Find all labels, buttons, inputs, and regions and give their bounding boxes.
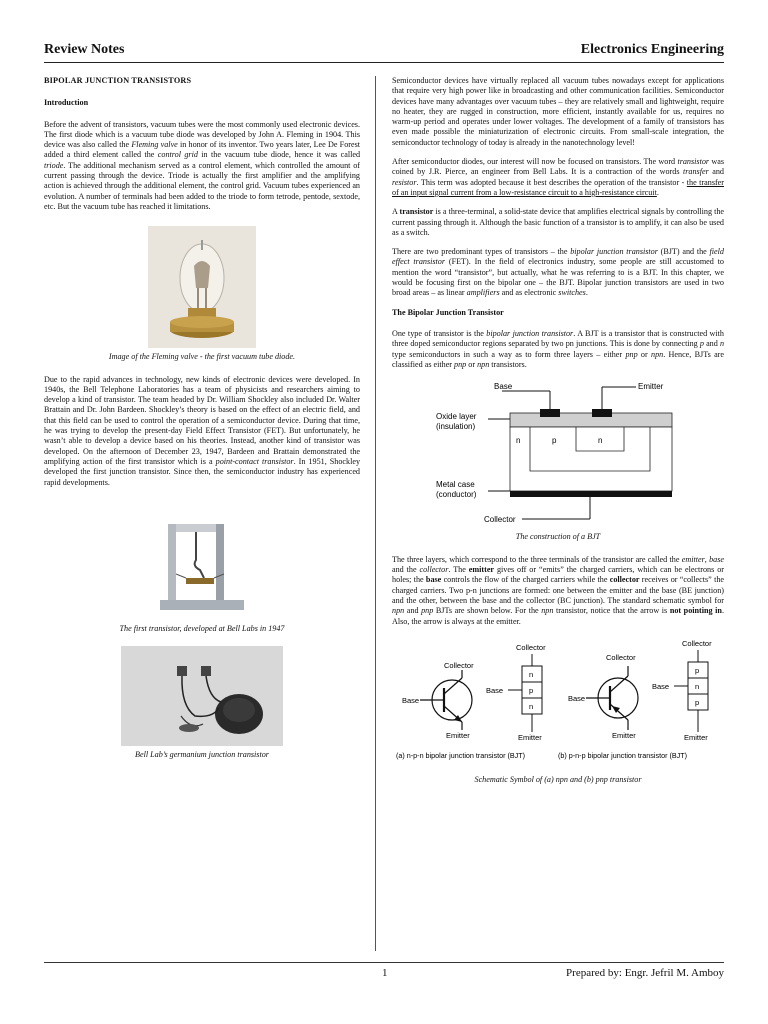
left-column — [44, 76, 360, 772]
pnp-block-p-top: p — [695, 665, 700, 675]
first-transistor-figure — [44, 500, 360, 634]
symbols-caption: Schematic Symbol of (a) npn and (b) pnp transistor — [474, 775, 642, 785]
intro-heading: Introduction — [44, 98, 89, 108]
page-number: 1 — [382, 967, 388, 979]
right-column — [392, 76, 724, 797]
first-transistor-caption: The first transistor, developed at Bell Labs in 1947 — [119, 623, 285, 633]
bjt-heading: The Bipolar Junction Transistor — [392, 307, 504, 317]
npn-block-base-label: Base — [486, 685, 504, 695]
pnp-block-collector-label: Collector — [682, 638, 712, 648]
bjt-symbols-figure — [392, 636, 724, 786]
prepared-by: Prepared by: Engr. Jefril M. Amboy — [566, 967, 724, 979]
construction-caption: The construction of a BJT — [515, 532, 601, 542]
germanium-transistor-figure — [44, 646, 360, 760]
header-left: Review Notes — [44, 42, 125, 57]
construction-p: p — [552, 436, 557, 446]
germanium-caption: Bell Lab’s germanium junction transistor — [135, 750, 269, 760]
construction-base-label: Base — [494, 382, 513, 392]
construction-collector-label: Collector — [484, 515, 516, 525]
three-layers-paragraph: The three layers, which correspond to the three terminals of the transistor are called the emitter, base and the collector. The emitter gives off or “emits” the charged carriers, which can be electrons or holes; the base controls the flow of the charged carriers while the collector receives or “collects” the charged carriers. Two p-n junctions are formed: one between the emitter and the base (BE junction) and the other, between the base and the collector (BC junction). The standard schematic symbol for npn and pnp BJTs are shown below. For the npn transistor, notice that the arrow is not pointing in. Also, the arrow is always at the emitter. — [392, 554, 724, 626]
npn-block-n-bottom: n — [529, 701, 534, 711]
pnp-base-label: Base — [568, 693, 586, 703]
metal-label-2: (conductor) — [436, 490, 477, 500]
first-transistor-image — [146, 500, 258, 620]
pnp-block-p-bottom: p — [695, 697, 700, 707]
transistor-word-paragraph: After semiconductor diodes, our interest will now be focused on transistors. The word transistor was coined by J.R. Pierce, an engineer from Bell Labs. It is a contraction of the words transfer and resistor. This term was adopted because it best describes the operation of the transistor - the transfer of an input signal current from a low-resistance circuit to a high-resistance circuit. — [392, 157, 725, 197]
npn-base-label: Base — [402, 695, 420, 705]
column-divider — [375, 76, 376, 951]
npn-block-collector-label: Collector — [516, 642, 546, 652]
header-right: Electronics Engineering — [580, 42, 724, 57]
section-title: BIPOLAR JUNCTION TRANSISTORS — [44, 76, 192, 85]
npn-emitter-label: Emitter — [446, 730, 470, 740]
npn-collector-label: Collector — [444, 660, 474, 670]
metal-label-1: Metal case — [436, 480, 475, 490]
npn-block-p: p — [529, 685, 534, 695]
semiconductor-paragraph: Semiconductor devices have virtually replaced all vacuum tubes nowadays except for applications that require very high power like in broadcasting and other communication facilities. Semiconductor devices have many advantages over vacuum tubes – they are relatively small and lightweight, require no heater, they are rugged in construction, more efficient, instantly available for us, requires no warm-up period and operates under lower voltages. The development of a family of transistors has even made possible the miniaturization of electronic circuits. From small-scale integration, the semiconductor technology of today is already in the nanotechnology level! — [392, 76, 724, 147]
oxide-label-1: Oxide layer — [436, 412, 477, 422]
construction-emitter-label: Emitter — [638, 382, 664, 392]
page-footer — [44, 962, 724, 983]
germanium-transistor-image — [121, 646, 283, 746]
transistor-definition-paragraph: A transistor is a three-terminal, a solid-state device that amplifies electrical signals by controlling the current passing through it. Although the basic function of a transistor is to amplify, it can also be used as a switch. — [392, 207, 724, 237]
intro-paragraph: Before the advent of transistors, vacuum tubes were the most commonly used electronic devices. The first diode which is a vacuum tube diode was developed by John A. Fleming in 1904. This device was also called the Fleming valve in honor of its inventor. Two years later, Lee De Forest added a third element called the control grid in the vacuum tube diode, hence it was called triode. The additional mechanism served as a control element, which controlled the amount of current passing through the device. Triode is actually the first amplifier and the amplifying action is achieved through the additional element, the control grid. Vacuum tubes experienced an evolution. A number of terminals had been added to the triode to form tetrode, pentode, sextode, etc. But the vacuum tube has reached it limitations. — [44, 119, 361, 211]
bjt-symbols-diagram — [392, 636, 724, 776]
pnp-figure-label: (b) p-n-p bipolar junction transistor (BJT) — [558, 750, 688, 760]
bjt-paragraph: One type of transistor is the bipolar junction transistor. A BJT is a transistor that is constructed with three doped semiconductor regions separated by two pn junctions. This is done by connecting p and n type semiconductors in such a way as to form three layers – either pnp or npn. Hence, BJTs are classified as either pnp or npn transistors. — [392, 328, 724, 369]
page-header — [44, 42, 724, 63]
bjt-construction-diagram — [392, 379, 724, 531]
pnp-block-n: n — [695, 681, 700, 691]
construction-n2: n — [598, 436, 603, 446]
npn-figure-label: (a) n-p-n bipolar junction transistor (BJT) — [396, 750, 526, 760]
npn-block-n-top: n — [529, 669, 534, 679]
fleming-valve-image — [148, 226, 256, 348]
npn-block-emitter-label: Emitter — [518, 732, 542, 742]
history-paragraph: Due to the rapid advances in technology, new kinds of electronic devices were developed. In 1940s, the Bell Telephone Laboratories has a team of physicists and researchers aiming to develop a kind of transistor. The team headed by Dr. William Shockley also included Dr. Walter Brattain and Dr. John Bardeen. Shockley’s theory is based on the effect of an electric field, and that this field can be used to control the operation of a semiconductor device. During that time, he was trying to develop the present-day Field Effect Transistor (FET). But unfortunately, he wasn’t able to develop a device based on his theories. Instead, another kind of transistor was developed. On the afternoon of December 23, 1947, Bardeen and Brattain demonstrated the amplifying action of the first transistor which is a point-contact transistor. In 1951, Shockley developed the first junction transistor. Since then, the semiconductor industry has experienced rapid developments. — [44, 374, 361, 487]
pnp-emitter-label: Emitter — [612, 730, 636, 740]
transistor-types-paragraph: There are two predominant types of transistors – the bipolar junction transistor (BJT) and the field effect transistor (FET). In the field of electronics industry, some people are still accustomed to mention the word “transistor”, but actually, what he was referring to is a BJT. In this chapter, we would be focusing first on the bipolar one – the BJT. Bipolar junction transistors are used in two broad areas – as linear amplifiers and as electronic switches. — [392, 247, 724, 298]
pnp-collector-label: Collector — [606, 652, 636, 662]
pnp-block-emitter-label: Emitter — [684, 732, 708, 742]
oxide-label-2: (insulation) — [436, 422, 476, 432]
fleming-caption: Image of the Fleming valve - the first vacuum tube diode. — [108, 352, 296, 362]
pnp-block-base-label: Base — [652, 681, 670, 691]
bjt-construction-figure — [392, 379, 724, 543]
construction-n1: n — [516, 436, 521, 446]
fleming-valve-figure — [44, 226, 360, 362]
